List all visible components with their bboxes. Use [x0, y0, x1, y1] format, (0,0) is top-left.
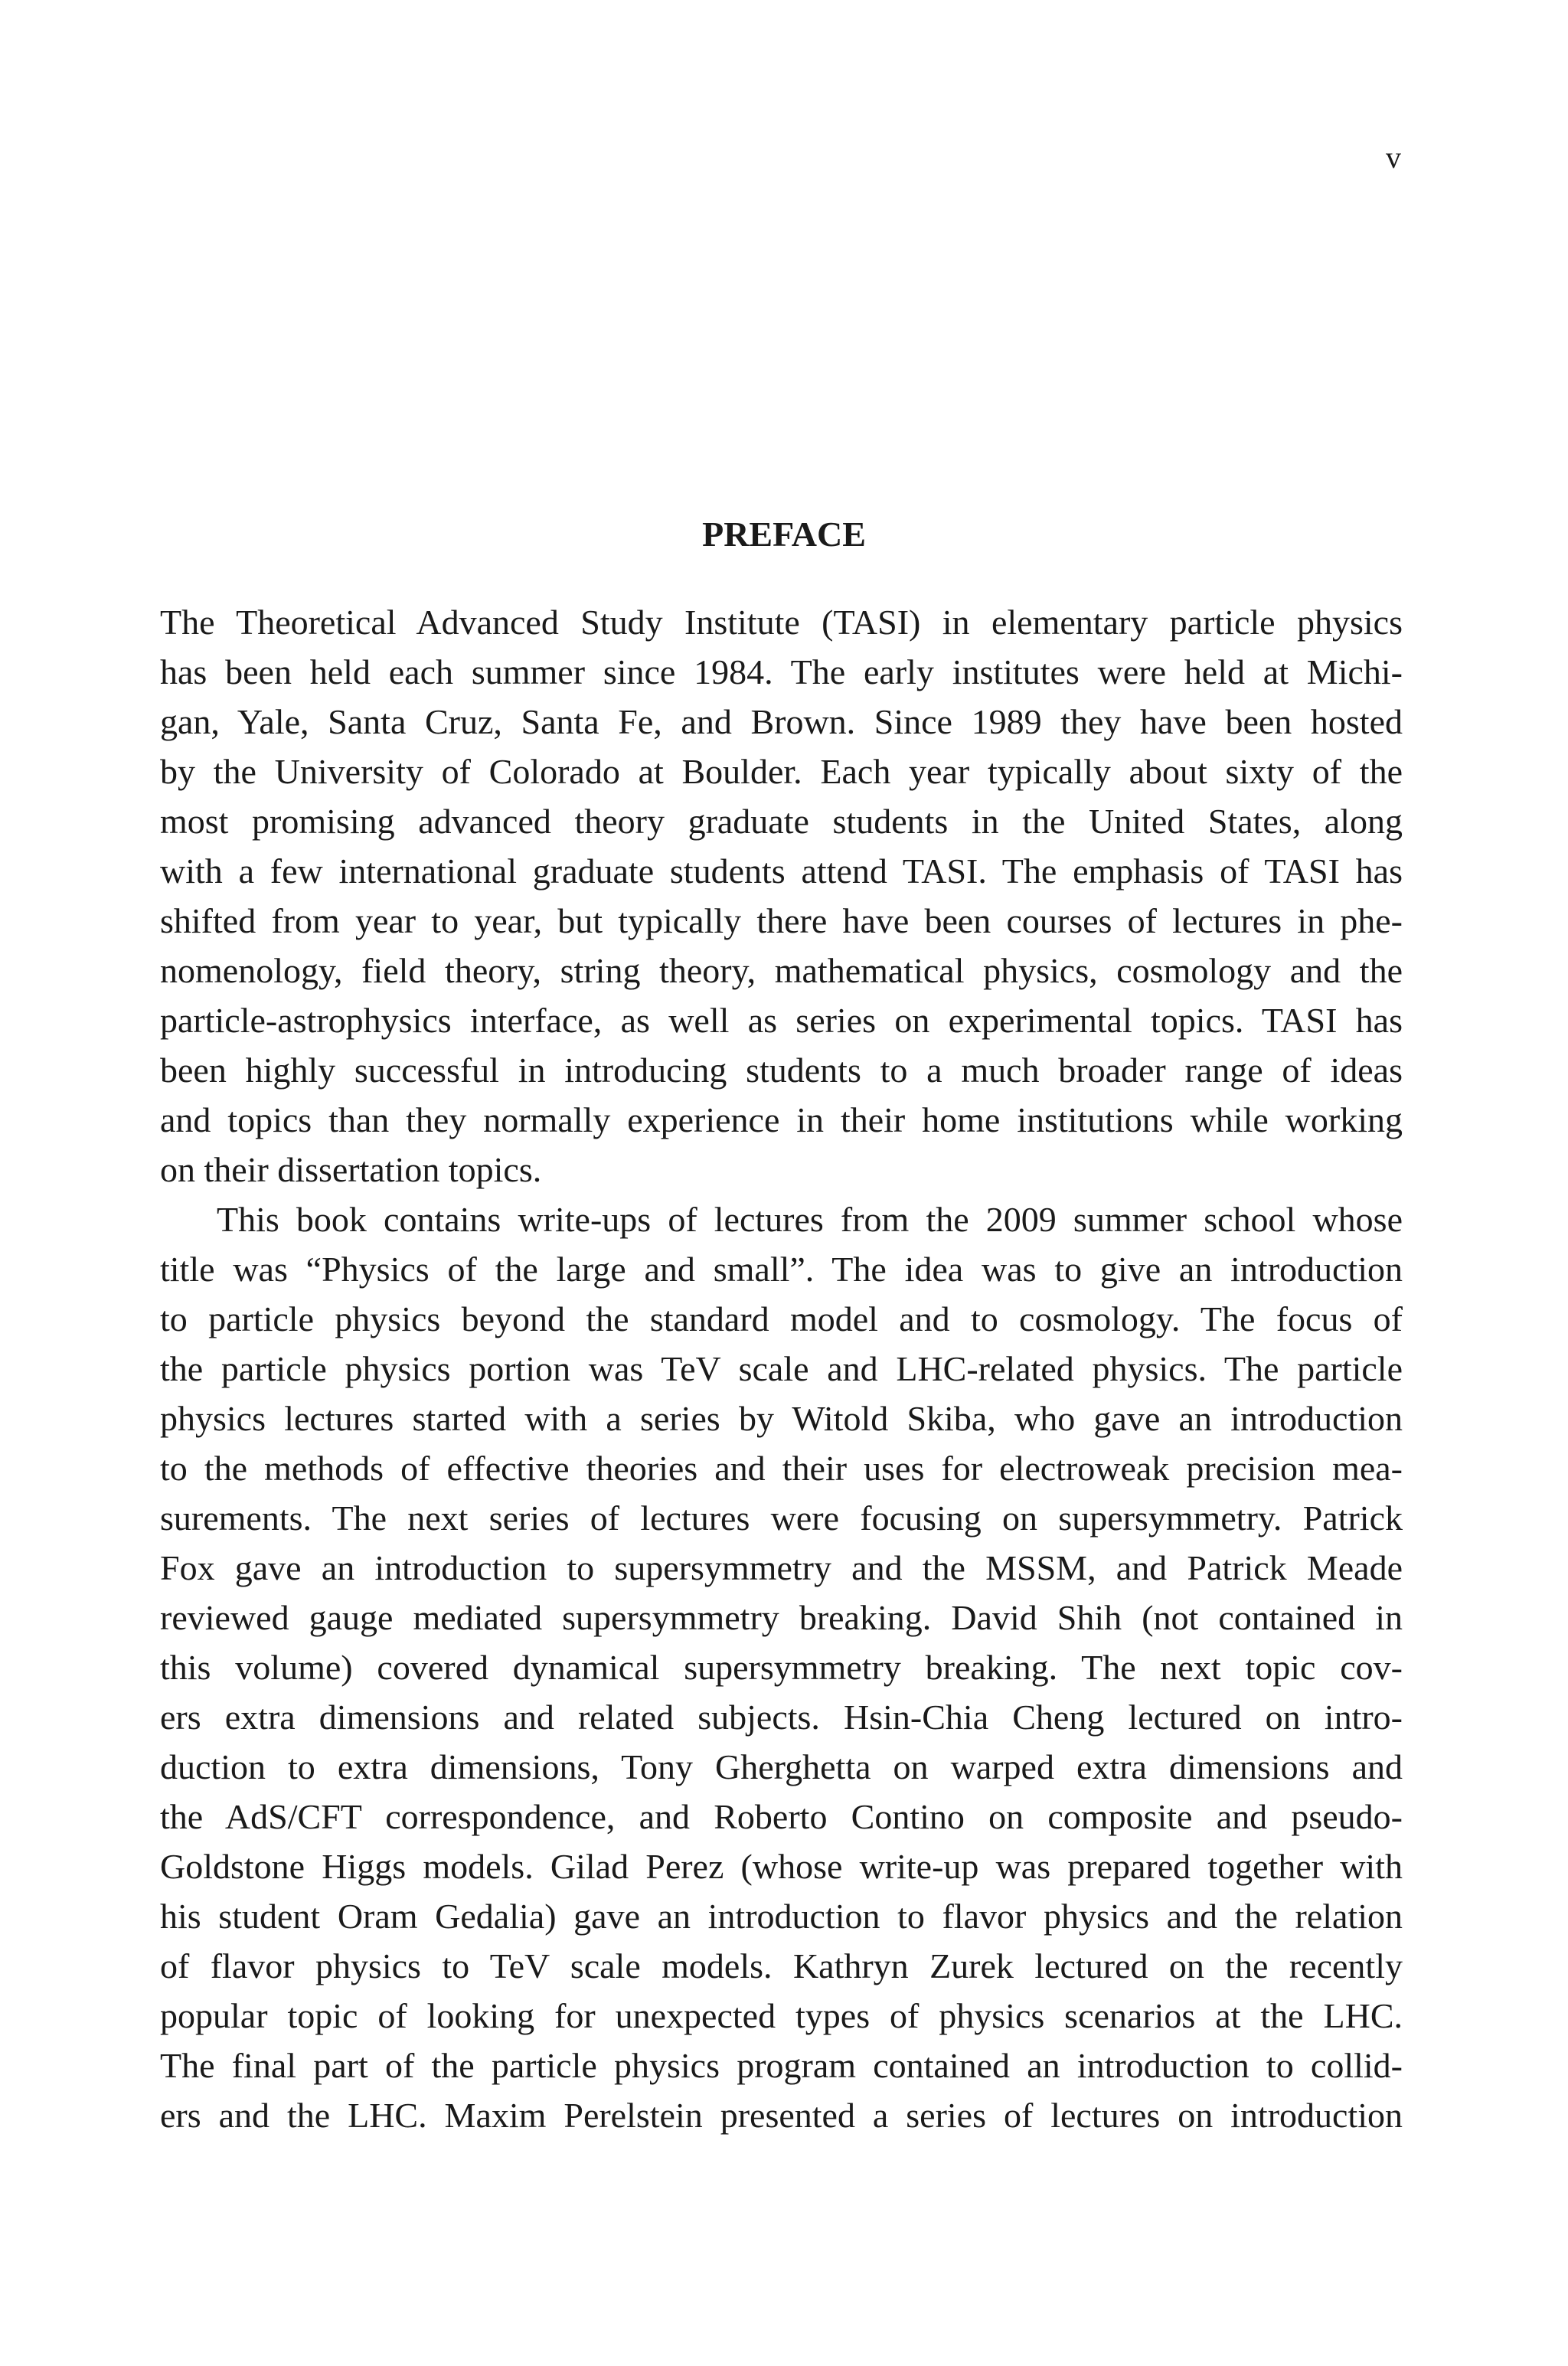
- text-line: most promising advanced theory graduate students in the United States, along: [160, 802, 1403, 841]
- paragraph-1: [160, 597, 1403, 1194]
- page-title: PREFACE: [702, 515, 866, 554]
- text-line: nomenology, field theory, string theory, mathematical physics, cosmology and the: [160, 951, 1403, 990]
- body-text: [160, 597, 1403, 2140]
- text-line: ers and the LHC. Maxim Perelstein presented a series of lectures on introduction: [160, 2096, 1403, 2135]
- text-line: to particle physics beyond the standard model and to cosmology. The focus of: [160, 1299, 1403, 1338]
- text-line: popular topic of looking for unexpected types of physics scenarios at the LHC.: [160, 1996, 1403, 2035]
- text-line: by the University of Colorado at Boulder. Each year typically about sixty of the: [160, 752, 1403, 791]
- text-line: particle-astrophysics interface, as well as series on experimental topics. TASI has: [160, 1001, 1403, 1040]
- text-line: ers extra dimensions and related subjects. Hsin-Chia Cheng lectured on intro-: [160, 1698, 1403, 1737]
- text-line: to the methods of effective theories and their uses for electroweak precision mea-: [160, 1449, 1403, 1488]
- text-line: the AdS/CFT correspondence, and Roberto Contino on composite and pseudo-: [160, 1797, 1403, 1836]
- text-line: the particle physics portion was TeV scale and LHC-related physics. The particle: [160, 1349, 1403, 1388]
- text-line: Goldstone Higgs models. Gilad Perez (whose write-up was prepared together with: [160, 1847, 1403, 1886]
- text-line: The final part of the particle physics program contained an introduction to collid-: [160, 2046, 1403, 2085]
- text-line: title was “Physics of the large and small”. The idea was to give an introduction: [160, 1250, 1403, 1289]
- text-line: surements. The next series of lectures were focusing on supersymmetry. Patrick: [160, 1498, 1403, 1538]
- text-line: with a few international graduate students attend TASI. The emphasis of TASI has: [160, 851, 1403, 891]
- page-number: v: [1386, 140, 1401, 175]
- text-line: and topics than they normally experience in their home institutions while working: [160, 1100, 1403, 1139]
- text-line: has been held each summer since 1984. The early institutes were held at Michi-: [160, 652, 1403, 691]
- paragraph-2: [160, 1194, 1403, 2140]
- text-line: duction to extra dimensions, Tony Gherghetta on warped extra dimensions and: [160, 1747, 1403, 1786]
- text-line: shifted from year to year, but typically there have been courses of lectures in phe-: [160, 901, 1403, 940]
- text-line: this volume) covered dynamical supersymmetry breaking. The next topic cov-: [160, 1648, 1403, 1687]
- text-line: The Theoretical Advanced Study Institute (TASI) in elementary particle physics: [160, 603, 1403, 642]
- text-line: This book contains write-ups of lectures from the 2009 summer school whose: [217, 1200, 1403, 1239]
- text-line: reviewed gauge mediated supersymmetry breaking. David Shih (not contained in: [160, 1598, 1403, 1637]
- text-line: gan, Yale, Santa Cruz, Santa Fe, and Brown. Since 1989 they have been hosted: [160, 702, 1403, 741]
- text-line: Fox gave an introduction to supersymmetry and the MSSM, and Patrick Meade: [160, 1548, 1403, 1587]
- text-line: of flavor physics to TeV scale models. Kathryn Zurek lectured on the recently: [160, 1946, 1403, 1985]
- text-line: been highly successful in introducing students to a much broader range of ideas: [160, 1051, 1403, 1090]
- text-line: his student Oram Gedalia) gave an introduction to flavor physics and the relation: [160, 1897, 1403, 1936]
- text-line: on their dissertation topics.: [160, 1150, 542, 1189]
- text-line: physics lectures started with a series by Witold Skiba, who gave an introduction: [160, 1399, 1403, 1438]
